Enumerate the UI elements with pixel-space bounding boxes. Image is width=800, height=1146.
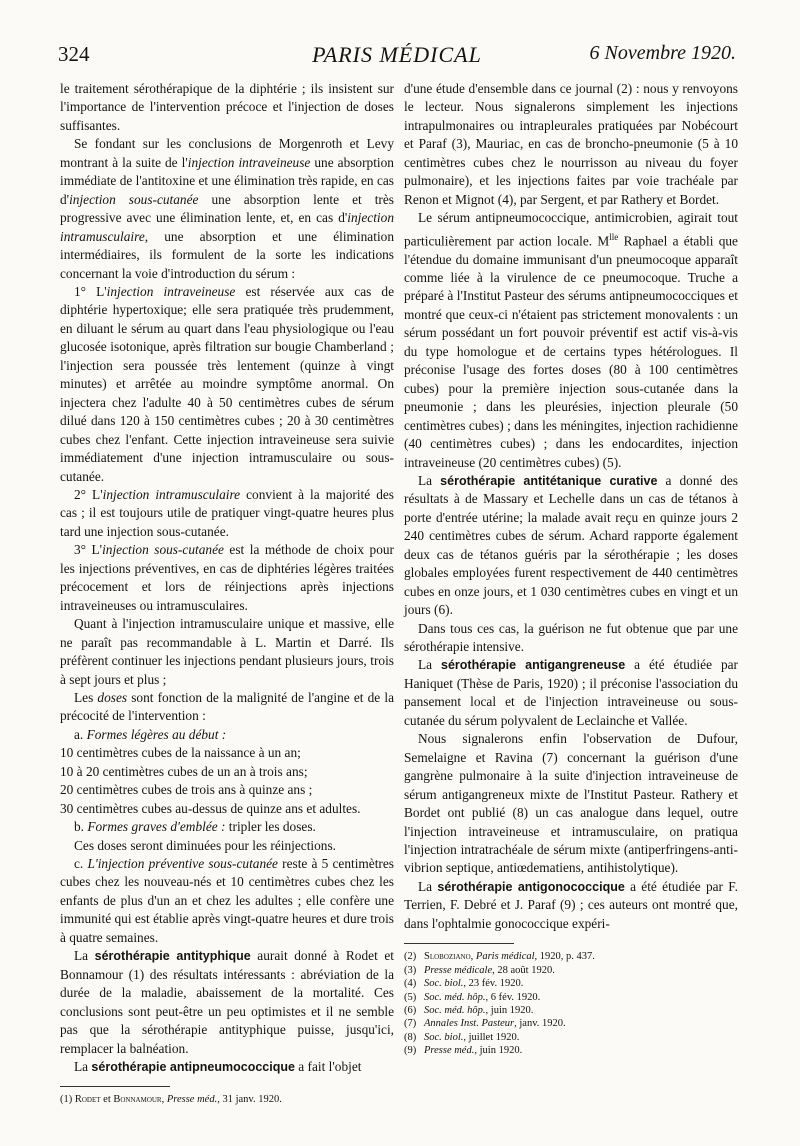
footnote: (1) Rodet et Bonnamour, Presse méd., 31 janv. 1920. <box>60 1094 282 1106</box>
paragraph: Dans tous ces cas, la guérison ne fut obtenue que par une sérothérapie intensive. <box>404 620 738 655</box>
list-item: 30 centimètres cubes au-dessus de quinze ans et adultes. <box>60 800 361 816</box>
right-column <box>404 80 738 1058</box>
footnote: (6) Soc. méd. hôp., juin 1920. <box>404 1004 534 1016</box>
issue-date: 6 Novembre 1920. <box>589 42 736 64</box>
paragraph: Ces doses seront diminuées pour les réinjections. <box>74 837 337 853</box>
paragraph: La sérothérapie antipneumococcique a fait l'objet <box>74 1059 362 1075</box>
footnote: (2) Sloboziano, Paris médical, 1920, p. 437. <box>404 951 595 963</box>
journal-title: PARIS MÉDICAL <box>312 42 482 67</box>
paragraph: 3° L'injection sous-cutanée est la méthode de choix pour les injections préventives, en cas de diphtéries légères traitées précocement et lors de réinjections après injections intraveineuses ou intramusculaires. <box>60 542 394 613</box>
footnote: (7) Annales Inst. Pasteur, janv. 1920. <box>404 1018 566 1030</box>
footnote: (5) Soc. méd. hôp., 6 fév. 1920. <box>404 991 541 1003</box>
paragraph: La sérothérapie antigonococcique a été étudiée par F. Terrien, F. Debré et J. Paraf (9) ; ces auteurs ont montré que, dans l'ophtalmie gonococcique expéri- <box>404 878 738 931</box>
page-number: 324 <box>58 42 90 66</box>
list-item: 10 centimètres cubes de la naissance à un an; <box>60 745 301 761</box>
running-header <box>58 42 736 70</box>
paragraph: a. Formes légères au début : <box>74 726 227 742</box>
footnote: (4) Soc. biol., 23 fév. 1920. <box>404 978 524 990</box>
list-item: 10 à 20 centimètres cubes de un an à trois ans; <box>60 763 308 779</box>
paragraph: c. L'injection préventive sous-cutanée reste à 5 centimètres cubes chez les nouveau-nés et 10 centimètres cubes chez les enfants de plus d'un an et chez les adultes ; elle confère une immunité qui est établie après vingt-quatre heures et dure trois à quatre semaines. <box>60 856 394 945</box>
left-column <box>60 80 394 1107</box>
footnote-rule <box>404 943 514 944</box>
paragraph: La sérothérapie antityphique aurait donné à Rodet et Bonnamour (1) des résultats intéressants : abréviation de la durée de la maladie, abaissement de la mortalité. Ces conclusions sont peut-être un peu optimistes et il ne semble pas que la sérothérapie antityphique puisse, jusqu'ici, remplacer la balnéation. <box>60 948 394 1056</box>
paragraph: b. Formes graves d'emblée : tripler les doses. <box>74 819 316 835</box>
footnote-rule <box>60 1086 170 1087</box>
paragraph: 2° L'injection intramusculaire convient à la majorité des cas ; il est toujours utile de pratiquer vingt-quatre heures plus tard une injection sous-cutanée. <box>60 486 395 539</box>
paragraph: Quant à l'injection intramusculaire unique et massive, elle ne paraît pas recommandable à L. Martin et Darré. Ils préfèrent continuer les injections pendant plusieurs jours, trois à sept jours et plus ; <box>60 616 394 687</box>
paragraph: le traitement sérothérapique de la diphtérie ; ils insistent sur l'importance de l'intervention précoce et l'injection de doses suffisantes. <box>60 81 394 133</box>
footnote: (3) Presse médicale, 28 août 1920. <box>404 964 555 976</box>
footnote: (8) Soc. biol., juillet 1920. <box>404 1031 520 1043</box>
paragraph: 1° L'injection intraveineuse est réservée aux cas de diphtérie hypertoxique; elle sera pratiquée très prudemment, en diluant le sérum au quart dans l'eau physiologique ou l'eau glucosée isotonique, après filtration sur bougie Chamberland ; l'injection sera poussée très lentement (quinze à vingt minutes) et arrêtée au moindre symptôme anormal. On injectera chez l'adulte 40 à 50 centimètres cubes de sérum dilué dans 120 à 150 centimètres cubes ; 20 à 30 centimètres cubes chez l'enfant. Cette injection intraveineuse sera suivie immédiatement d'une injection intramusculaire ou sous-cutanée. <box>60 283 395 484</box>
paragraph: Les doses sont fonction de la malignité de l'angine et de la précocité de l'intervention : <box>60 689 394 724</box>
paragraph: Le sérum antipneumococcique, antimicrobien, agirait tout particulièrement par action locale. $M^{lle}$ Raphael a établi que l'étendue du domaine immunisant d'un pneumocoque apparaît comme liée à la virulence de ce pneumocoque. Truche a préparé à l'Institut Pasteur des sérums antipneumococciques et montré que ceux-ci n'étaient pas strictement monovalents : un sérum possédant un fort pouvoir préventif est actif vis-à-vis du type homologue et de certains types hétérologues. Il préconise l'usage des fortes doses (80 à 100 centimètres cubes) pour la première injection sous-cutanée dans la pneumonie ; dans les pleurésies, injection pleurale (50 centimètres cubes) ; dans les méningites, injection rachidienne (40 centimètres cubes) ; dans les endocardites, injection intraveineuse (20 centimètres cubes) (5). <box>404 210 738 470</box>
footnotes <box>404 950 738 1057</box>
paragraph: Se fondant sur les conclusions de Morgenroth et Levy montrant à la suite de l'injection intraveineuse une absorption immédiate de l'antitoxine et une élimination très rapide, en cas d'injection sous-cutanée une absorption lente et très progressive avec une élimination lente, et, en cas d'injection intramusculaire, une absorption et une élimination intermédiaires, ils formulent de la sorte les indications concernant la voie d'introduction du sérum : <box>60 136 394 281</box>
paragraph: La sérothérapie antigangreneuse a été étudiée par Haniquet (Thèse de Paris, 1920) ; il préconise l'association du pansement local et de l'injection intraveineuse ou sous-cutanée du sérum polyvalent de Leclainche et Vallée. <box>404 657 738 728</box>
paragraph: d'une étude d'ensemble dans ce journal (2) : nous y renvoyons le lecteur. Nous signalerons simplement les injections intrapulmonaires ou intrapleurales pratiquées par Nobécourt et Paraf (3), Mauriac, en cas de broncho-pneumonie (5 à 10 centimètres cubes chez le nourrisson au niveau du foyer pulmonaire), et les injections faites par voie trachéale par Renon et Mignot (4), par Sergent, et par Rathery et Bordet. <box>404 81 738 207</box>
paragraph: Nous signalerons enfin l'observation de Dufour, Semelaigne et Ravina (7) concernant la guérison d'une gangrène pulmonaire à la suite d'injection intraveineuse de sérum antigangreneux mixte de l'Institut Pasteur. Rathery et Bordet ont publié (8) un cas analogue dans lequel, outre l'injection intraveineuse et intramusculaire, on pratiqua l'injection intratrachéale de sérum mixte (antiperfringens-anti-vibrion septique, antiœdematiens, antihistolytique). <box>404 731 738 876</box>
paragraph: La sérothérapie antitétanique curative a donné des résultats à de Massary et Lechelle dans un cas de tétanos à porte d'entrée utérine; la malade avait reçu en quinze jours 2 240 centimètres cubes de sérum. Achard rapporte également deux cas de tétanos guéris par la sérothérapie ; les doses globales employées furent respectivement de 440 centimètres cubes en onze jours, et 1 030 centimètres cubes en vingt et un jours (6). <box>404 472 738 618</box>
list-item: 20 centimètres cubes de trois ans à quinze ans ; <box>60 782 313 798</box>
footnote: (9) Presse méd., juin 1920. <box>404 1045 523 1057</box>
